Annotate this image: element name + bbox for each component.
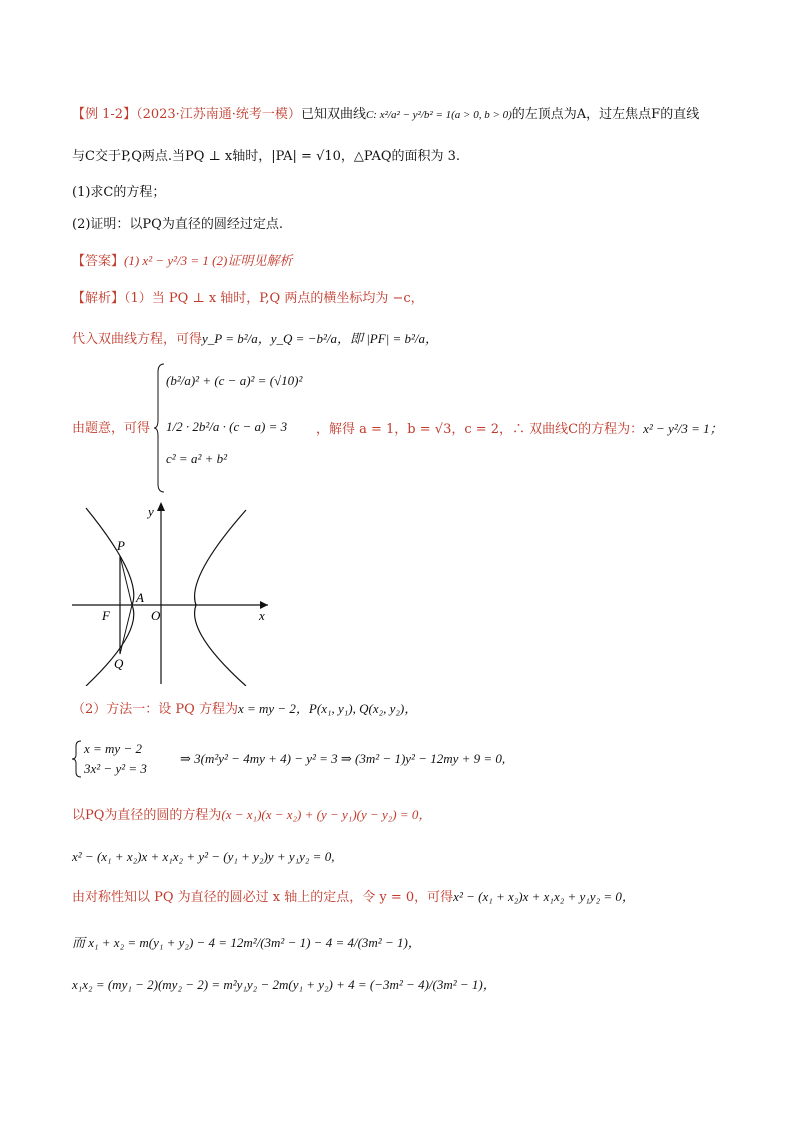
label-x: x [259,608,265,623]
method-line-4: x² − (x₁ + x₂)x + x₁x₂ + y² − (y₁ + y₂)y + y₁y₂ = 0, [72,849,335,864]
analysis-text-1: （1）当 PQ ⊥ x 轴时，P,Q 两点的横坐标均为 −c， [124,291,424,306]
method-line-7: x₁x₂ = (my₁ − 2)(my₂ − 2) = m²y₁y₂ − 2m(y₁ + y₂) + 4 = (−3m² − 4)/(3m² − 1)， [72,977,496,992]
system-eq-2: 1/2 · 2b²/a · (c − a) = 3 [166,419,288,434]
system2-eq-1: x = my − 2 [84,741,142,756]
system-result [316,420,723,439]
y-axis-arrow [157,502,165,511]
system-brace [154,362,166,494]
system2-rest: ⇒ 3(m²y² − 4my + 4) − y² = 3 ⇒ (3m² − 1)y² − 12my + 9 = 0, [180,751,506,766]
system-eq-3: c² = a² + b² [166,451,228,466]
label-o: O [151,608,161,623]
system-prefix: 由题意，可得 [72,421,151,436]
segment-pa [120,556,132,605]
method-line-5 [72,888,635,907]
answer-text: (1) x² − y²/3 = 1 (2)证明见解析 [124,253,293,268]
label-q: Q [114,656,124,671]
label-p: P [117,538,125,553]
example-stmt-1: 已知双曲线 [300,107,366,122]
analysis-text-2a: 代入双曲线方程，可得 [72,332,203,347]
method-text-1b: x = my − 2，P(x₁, y₁), Q(x₂, y₂)， [237,701,418,716]
method-text-5a: 由对称性知以 PQ 为直径的圆必过 x 轴上的定点，令 y = 0，可得 [72,890,454,905]
method-text-1a: （2）方法一：设 PQ 方程为 [72,702,238,717]
analysis-line-2 [72,330,438,349]
hyperbola-left-branch [86,508,134,686]
hyperbola-figure [68,498,278,686]
question-2: (2)证明：以PQ为直径的圆经过定点. [72,217,283,232]
system-result-b: x² − y²/3 = 1； [643,421,723,436]
example-label: 【例 1-2】 [72,107,137,122]
example-stmt-2: 的左顶点为A，过左焦点F的直线 [511,107,700,122]
analysis-text-2b: y_P = b²/a，y_Q = −b²/a，即 |PF| = b²/a， [202,331,439,346]
curve-equation: C: x²/a² − y²/b² = 1(a > 0, b > 0) [365,109,512,121]
example-line-1 [72,106,699,124]
method-line-3 [72,806,431,825]
analysis-line-1 [72,290,424,308]
label-a: A [136,590,144,605]
analysis-label: 【解析】 [72,291,125,306]
method-line-1 [72,700,417,719]
method-text-3a: 以PQ为直径的圆的方程为 [72,808,222,823]
method-text-5b: x² − (x₁ + x₂)x + x₁x₂ + y₁y₂ = 0， [453,889,635,904]
system2-brace [72,740,82,778]
hyperbola-right-branch [195,510,246,686]
example-source: （2023·江苏南通·统考一模） [136,107,301,122]
method-text-3b: (x − x₁)(x − x₂) + (y − y₁)(y − y₂) = 0， [221,807,432,822]
label-f: F [102,608,110,623]
answer-label: 【答案】 [72,254,125,269]
system-eq-1: (b²/a)² + (c − a)² = (√10)² [166,373,303,388]
question-1: (1)求C的方程； [72,185,166,200]
method-line-6: 而 x₁ + x₂ = m(y₁ + y₂) − 4 = 12m²/(3m² − 1) − 4 = 4/(3m² − 1)， [72,935,421,950]
label-y: y [148,504,154,519]
system2-eq-2: 3x² − y² = 3 [84,761,147,776]
answer-line [72,252,292,271]
example-line-2: 与C交于P,Q两点.当PQ ⊥ x轴时，|PA| = √10，△PAQ的面积为 3. [72,149,461,164]
system-result-a: ，解得 a = 1，b = √3，c = 2，∴ 双曲线C的方程为： [316,422,644,437]
